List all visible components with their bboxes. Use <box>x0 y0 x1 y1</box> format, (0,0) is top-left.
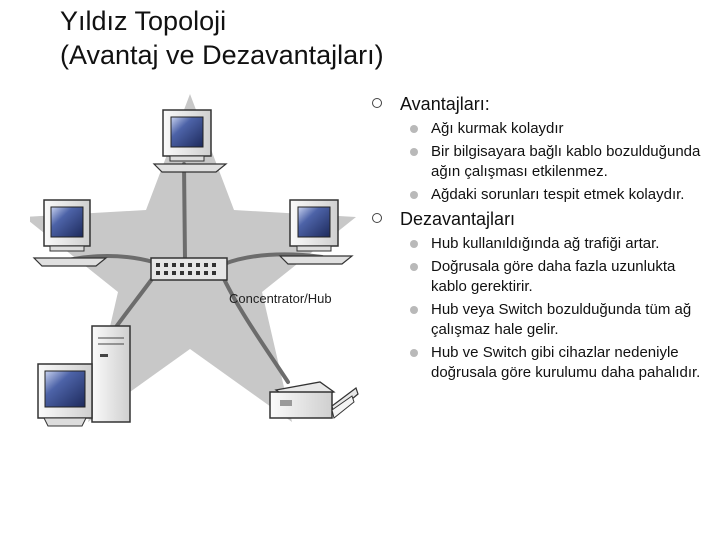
bullet-dot-icon <box>410 148 418 156</box>
disadvantages-list <box>370 234 710 384</box>
advantage-item <box>370 119 710 140</box>
disadvantage-item-text: Hub ve Switch gibi cihazlar nedeniyle doğrusala göre kurulumu daha pahalıdır. <box>431 343 701 381</box>
topology-pros-cons <box>370 92 710 386</box>
disadvantage-item-text: Hub veya Switch bozulduğunda tüm ağ çalışmaz hale gelir. <box>431 300 692 338</box>
slide-title-line-1: Yıldız Topoloji <box>60 6 227 36</box>
advantages-heading-text: Avantajları: <box>400 94 490 114</box>
disadvantage-item <box>370 257 710 298</box>
slide-title-line-2: (Avantaj ve Dezavantajları) <box>60 40 384 70</box>
hollow-bullet-icon <box>372 98 382 108</box>
slide-title <box>60 4 384 72</box>
hub-device <box>151 258 227 280</box>
disadvantage-item-text: Hub kullanıldığında ağ trafiği artar. <box>431 235 660 252</box>
advantage-item <box>370 185 710 206</box>
tower-computer-icon <box>38 326 130 426</box>
disadvantage-item <box>370 343 710 384</box>
bullet-dot-icon <box>410 240 418 248</box>
bullet-dot-icon <box>410 306 418 314</box>
disadvantages-heading-text: Dezavantajları <box>400 209 516 229</box>
bullet-dot-icon <box>410 349 418 357</box>
advantage-item <box>370 142 710 183</box>
advantages-section <box>370 92 710 205</box>
disadvantage-item-text: Doğrusala göre daha fazla uzunlukta kablo gerektirir. <box>431 257 676 295</box>
hollow-bullet-icon <box>372 213 382 223</box>
disadvantage-item <box>370 300 710 341</box>
disadvantage-item <box>370 234 710 255</box>
advantage-item-text: Ağı kurmak kolaydır <box>431 120 564 137</box>
disadvantages-section <box>370 207 710 384</box>
advantages-heading <box>370 92 710 116</box>
disadvantages-heading <box>370 207 710 231</box>
bullet-dot-icon <box>410 191 418 199</box>
advantage-item-text: Ağdaki sorunları tespit etmek kolaydır. <box>431 185 685 203</box>
hub-label: Concentrator/Hub <box>229 291 332 306</box>
bullet-dot-icon <box>410 263 418 271</box>
advantages-list <box>370 119 710 205</box>
bullet-dot-icon <box>410 125 418 133</box>
star-topology-diagram <box>30 92 360 437</box>
advantage-item-text: Bir bilgisayara bağlı kablo bozulduğunda ağın çalışması etkilenmez. <box>431 142 701 180</box>
